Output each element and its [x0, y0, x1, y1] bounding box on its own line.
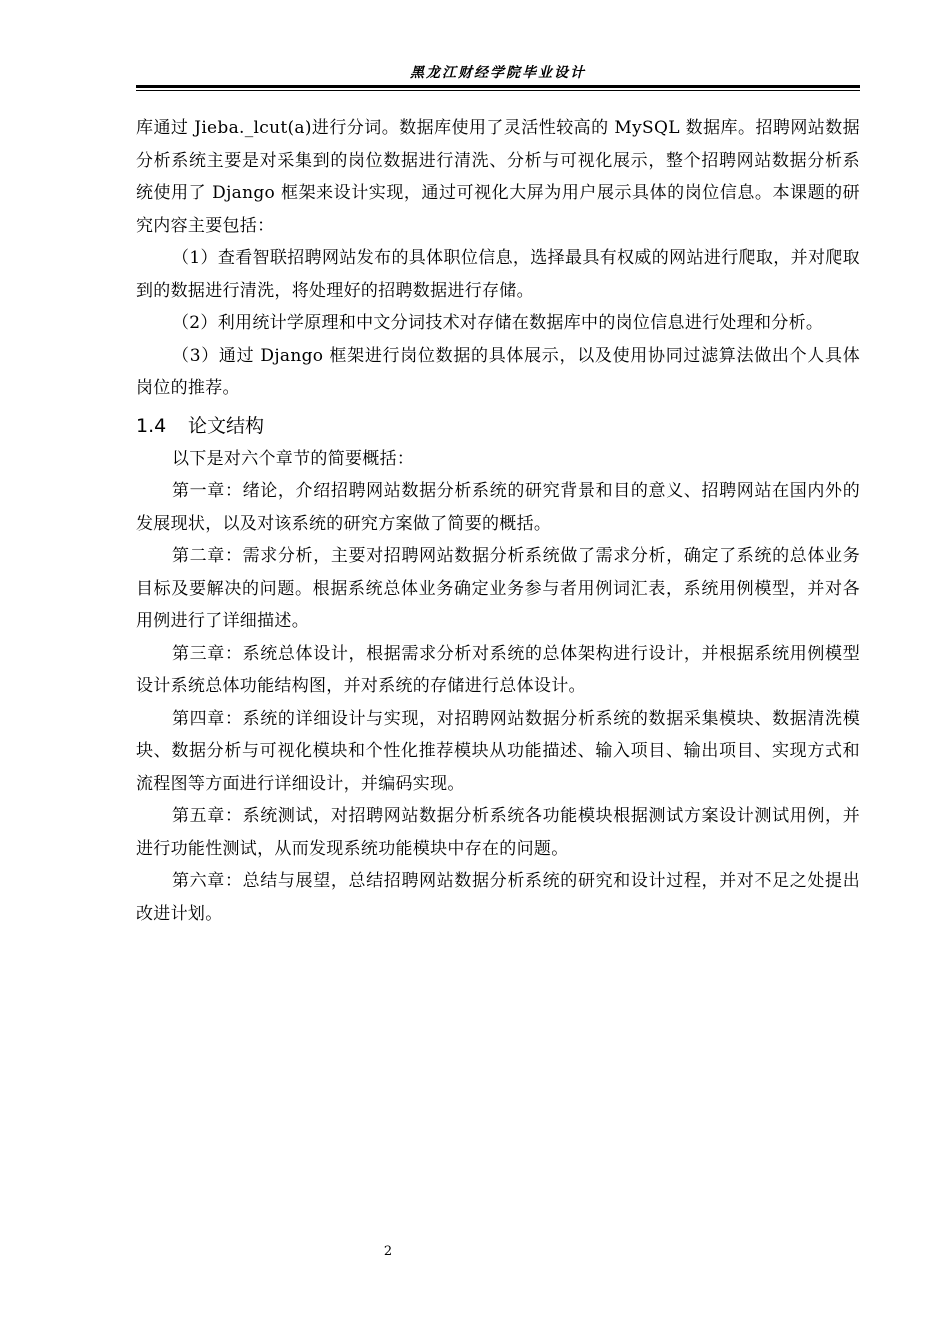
header-rule-thick [136, 85, 860, 88]
page-number: 2 [383, 1244, 393, 1259]
paragraph-overview: 以下是对六个章节的简要概括： [172, 448, 415, 469]
paragraph-item-2: （2）利用统计学原理和中文分词技术对存储在数据库中的岗位信息进行处理和分析。 [172, 313, 824, 333]
paragraph-intro: 库通过 Jieba._lcut(a)进行分词。数据库使用了灵活性较高的 MySQL 数据库。招聘网站数据分析系统主要是对采集到的岗位数据进行清洗、分析与可视化展示，整个招聘网站数据分析系统使用了 Django 框架来设计实现，通过可视化大屏为用户展示具体的岗位信息。本课题的研究内容主要包括： [136, 118, 860, 236]
section-number: 1.4 [136, 414, 167, 437]
paragraph-item-1: （1）查看智联招聘网站发布的具体职位信息，选择最具有权威的网站进行爬取，并对爬取到的数据进行清洗，将处理好的招聘数据进行存储。 [136, 248, 860, 301]
section-heading [136, 409, 860, 443]
paragraph-chapter-6: 第六章：总结与展望，总结招聘网站数据分析系统的研究和设计过程，并对不足之处提出改进计划。 [136, 871, 860, 924]
paragraph-chapter-3: 第三章：系统总体设计，根据需求分析对系统的总体架构进行设计，并根据系统用例模型设计系统总体功能结构图，并对系统的存储进行总体设计。 [136, 643, 860, 696]
document-body [136, 112, 860, 930]
page-header-title: 黑龙江财经学院毕业设计 [410, 65, 586, 81]
section-title: 论文结构 [188, 414, 265, 437]
paragraph-chapter-1: 第一章：绪论，介绍招聘网站数据分析系统的研究背景和目的意义、招聘网站在国内外的发展现状，以及对该系统的研究方案做了简要的概括。 [136, 481, 860, 534]
paragraph-chapter-4: 第四章：系统的详细设计与实现，对招聘网站数据分析系统的数据采集模块、数据清洗模块、数据分析与可视化模块和个性化推荐模块从功能描述、输入项目、输出项目、实现方式和流程图等方面进行详细设计，并编码实现。 [136, 708, 860, 794]
paragraph-item-3: （3）通过 Django 框架进行岗位数据的具体展示，以及使用协同过滤算法做出个人具体岗位的推荐。 [136, 345, 860, 398]
paragraph-chapter-5: 第五章：系统测试，对招聘网站数据分析系统各功能模块根据测试方案设计测试用例，并进行功能性测试，从而发现系统功能模块中存在的问题。 [136, 806, 860, 859]
paragraph-chapter-2: 第二章：需求分析，主要对招聘网站数据分析系统做了需求分析，确定了系统的总体业务目标及要解决的问题。根据系统总体业务确定业务参与者用例词汇表，系统用例模型，并对各用例进行了详细描述。 [136, 546, 860, 631]
header-rule-thin [136, 90, 860, 91]
